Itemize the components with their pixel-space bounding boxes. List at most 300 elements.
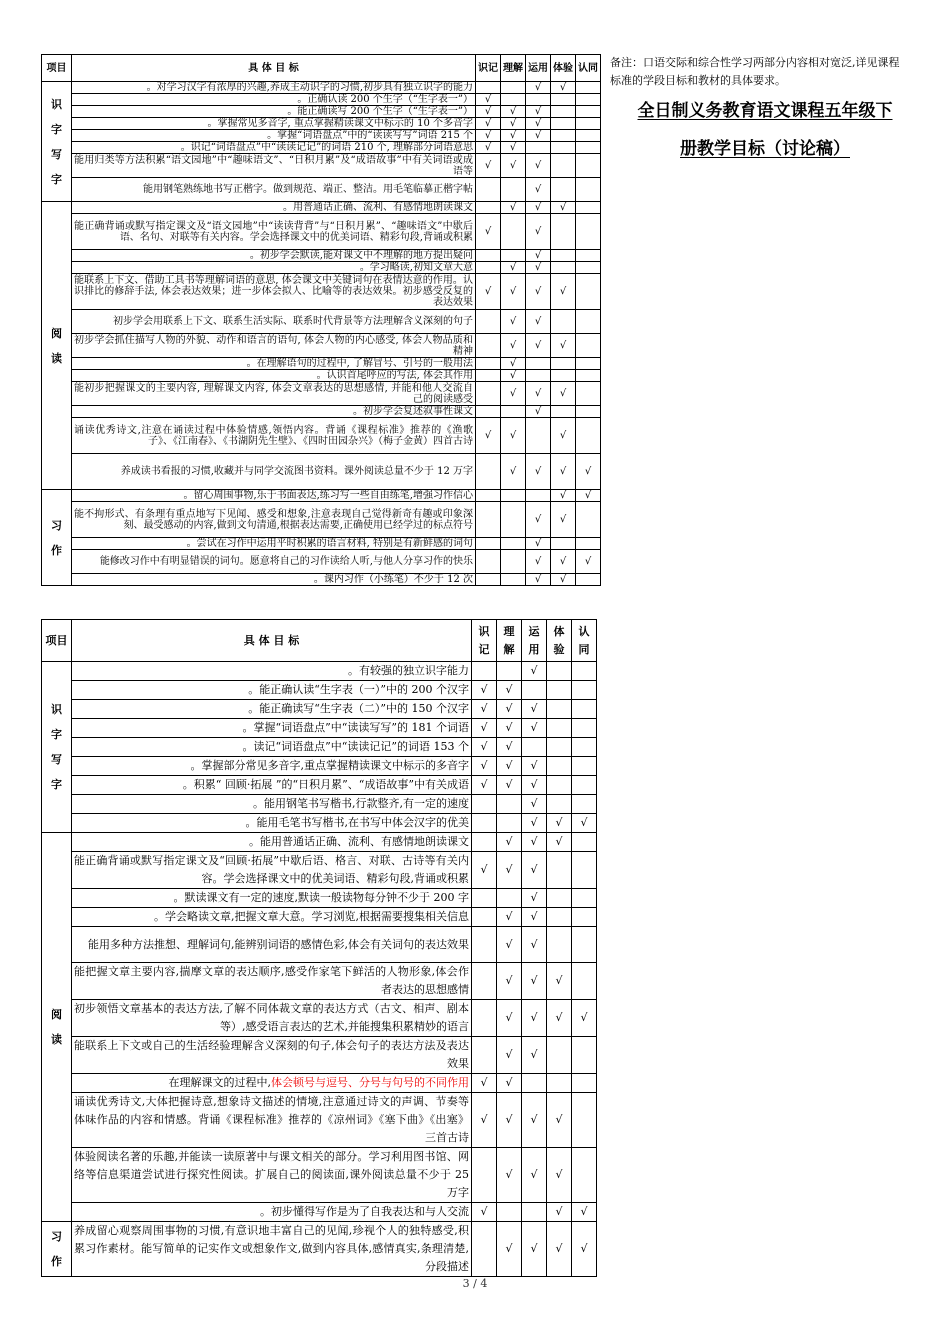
header-c5: 认同	[576, 55, 601, 82]
goal-text: 养成读书看报的习惯,收藏并与同学交流图书资料。课外阅读总量不少于 12 万字	[72, 454, 476, 490]
check-cell-4: √	[551, 202, 576, 214]
side-note: 备注：口语交际和综合性学习两部分内容相对宽泛,详见课程标准的学段目标和教材的具体要求。	[610, 56, 900, 87]
check-cell-1	[476, 454, 501, 490]
check-cell-1	[472, 1148, 497, 1203]
check-cell-4	[547, 738, 572, 757]
check-cell-2: √	[497, 1037, 522, 1074]
check-cell-5	[572, 795, 597, 814]
check-cell-5	[576, 130, 601, 142]
check-cell-1	[476, 358, 501, 370]
goal-text: 。掌握“词语盘点”中的“读读写写”词语 215 个	[72, 130, 476, 142]
check-cell-3: √	[526, 274, 551, 310]
table-row	[42, 118, 601, 130]
category-char: 字	[51, 728, 62, 741]
check-cell-4	[547, 757, 572, 776]
check-cell-4	[551, 310, 576, 334]
check-cell-4: √	[547, 1222, 572, 1277]
check-cell-4: √	[551, 550, 576, 574]
check-cell-1: √	[472, 1203, 497, 1222]
table-row	[42, 490, 601, 502]
goal-text: 。有较强的独立识字能力	[72, 662, 472, 681]
goal-text: 。课内习作（小练笔）不少于 12 次	[72, 574, 476, 586]
check-cell-1	[472, 833, 497, 852]
check-cell-2: √	[497, 1222, 522, 1277]
table-row	[42, 927, 597, 963]
check-cell-3: √	[526, 118, 551, 130]
check-cell-4: √	[547, 1203, 572, 1222]
goal-text: 。读记“词语盘点”中“读读记记”的词语 153 个	[72, 738, 472, 757]
check-cell-3	[526, 94, 551, 106]
table-row	[42, 814, 597, 833]
check-cell-2	[501, 406, 526, 418]
check-cell-5	[576, 358, 601, 370]
check-cell-5	[576, 574, 601, 586]
table-row	[42, 274, 601, 310]
check-cell-3: √	[526, 454, 551, 490]
check-cell-3: √	[522, 814, 547, 833]
header-c3: 运用	[526, 55, 551, 82]
check-cell-3	[526, 418, 551, 454]
check-cell-4	[551, 358, 576, 370]
check-cell-3: √	[522, 1000, 547, 1037]
check-cell-4	[551, 250, 576, 262]
table-row	[42, 1222, 597, 1277]
goal-text: 。用普通话正确、流利、有感情地朗读课文	[72, 202, 476, 214]
goal-text-highlight: 体会顿号与逗号、分号与句号的不同作用	[271, 1076, 469, 1089]
category-char: 读	[51, 351, 62, 365]
goal-text: 诵读优秀诗文,注意在诵读过程中体验情感,领悟内容。背诵《课程标准》推荐的《渔歌子》、《江南春》、《书湖阴先生壁》、《四时田园杂兴》（梅子金黄）四首古诗	[72, 418, 476, 454]
check-cell-1: √	[476, 418, 501, 454]
check-cell-4: √	[547, 814, 572, 833]
check-cell-3: √	[522, 1222, 547, 1277]
check-cell-3: √	[522, 927, 547, 963]
check-cell-1	[472, 1222, 497, 1277]
check-cell-3: √	[522, 662, 547, 681]
check-cell-1: √	[476, 214, 501, 250]
check-cell-3: √	[526, 406, 551, 418]
check-cell-1: √	[476, 94, 501, 106]
table-row	[42, 82, 601, 94]
goal-text: 。学会略读文章,把握文章大意。学习浏览,根据需要搜集相关信息	[72, 908, 472, 927]
category-char: 写	[51, 753, 62, 766]
check-cell-1: √	[472, 719, 497, 738]
check-cell-4	[551, 142, 576, 154]
category-char: 习	[51, 518, 62, 532]
check-cell-3: √	[522, 833, 547, 852]
check-cell-1	[476, 250, 501, 262]
check-cell-1	[476, 550, 501, 574]
check-cell-5	[576, 334, 601, 358]
check-cell-2	[501, 178, 526, 202]
check-cell-2: √	[501, 154, 526, 178]
check-cell-2: √	[501, 142, 526, 154]
check-cell-5: √	[572, 1000, 597, 1037]
check-cell-5	[576, 310, 601, 334]
check-cell-2	[501, 550, 526, 574]
check-cell-2	[501, 538, 526, 550]
category-char: 识	[51, 97, 62, 111]
check-cell-3: √	[522, 852, 547, 889]
check-cell-2: √	[501, 418, 526, 454]
section-category	[42, 490, 72, 586]
check-cell-2: √	[501, 202, 526, 214]
goal-text: 。正确认读 200 个生字（“生字表一”）	[72, 94, 476, 106]
check-cell-5	[572, 681, 597, 700]
check-cell-5	[576, 250, 601, 262]
check-cell-1	[472, 1037, 497, 1074]
check-cell-1	[472, 889, 497, 908]
table-row	[42, 550, 601, 574]
check-cell-1	[476, 406, 501, 418]
check-cell-2: √	[497, 719, 522, 738]
category-char: 作	[51, 1255, 62, 1268]
table-row	[42, 1074, 597, 1093]
check-cell-3	[526, 490, 551, 502]
check-cell-4: √	[551, 490, 576, 502]
check-cell-5: √	[576, 454, 601, 490]
goal-text: 。认识首尾呼应的写法, 体会其作用	[72, 370, 476, 382]
table-row	[42, 700, 597, 719]
goal-text: 能修改习作中有明显错误的词句。愿意将自己的习作读给人听,与他人分享习作的快乐	[72, 550, 476, 574]
category-char: 阅	[51, 1008, 62, 1021]
check-cell-4: √	[551, 334, 576, 358]
check-cell-2: √	[501, 370, 526, 382]
check-cell-5: √	[572, 1203, 597, 1222]
goal-text: 初步领悟文章基本的表达方法,了解不同体裁文章的表达方式（古文、相声、剧本等）,感受语言表达的艺术,并能搜集积累精妙的语言	[72, 1000, 472, 1037]
goal-text: 能正确背诵或默写指定课文及“语文园地”中“读读背背”与“日积月累”、“趣味语文”中歇后语、名句、对联等有关内容。学会选择课文中的优美词语、精彩句段,背诵或积累	[72, 214, 476, 250]
table-row	[42, 502, 601, 538]
goal-text: 。掌握部分常见多音字,重点掌握精读课文中标示的多音字	[72, 757, 472, 776]
check-cell-3: √	[526, 130, 551, 142]
check-cell-5	[572, 757, 597, 776]
goal-text: 。能正确读写 200 个生字（“生字表一”）	[72, 106, 476, 118]
category-char: 写	[51, 147, 62, 161]
check-cell-3: √	[522, 719, 547, 738]
check-cell-5	[576, 406, 601, 418]
check-cell-2: √	[497, 776, 522, 795]
check-cell-2: √	[501, 358, 526, 370]
check-cell-3	[522, 681, 547, 700]
check-cell-2: √	[501, 382, 526, 406]
table-row	[42, 963, 597, 1000]
goal-text: 。在理解语句的过程中, 了解冒号、引号的一般用法	[72, 358, 476, 370]
check-cell-1: √	[472, 700, 497, 719]
check-cell-3: √	[526, 82, 551, 94]
goal-text: 能把握文章主要内容,揣摩文章的表达顺序,感受作家笔下鲜活的人物形象,体会作者表达的思想感情	[72, 963, 472, 1000]
goal-text: 能初步把握课文的主要内容, 理解课文内容, 体会文章表达的思想感情, 并能和他人交流自己的阅读感受	[72, 382, 476, 406]
check-cell-4: √	[551, 274, 576, 310]
check-cell-1: √	[476, 154, 501, 178]
check-cell-4: √	[551, 454, 576, 490]
goal-text: 能用钢笔熟练地书写正楷字。做到规范、端正、整洁。用毛笔临摹正楷字帖	[72, 178, 476, 202]
check-cell-1: √	[476, 106, 501, 118]
category-char: 习	[51, 1230, 62, 1243]
section-category	[42, 1222, 72, 1277]
goal-text: 。积累“ 回顾·拓展 ”的“日积月累”、“成语故事”中有关成语	[72, 776, 472, 795]
check-cell-4: √	[551, 382, 576, 406]
goal-text: 。能用普通话正确、流利、有感情地朗读课文	[72, 833, 472, 852]
check-cell-4: √	[551, 82, 576, 94]
check-cell-3: √	[522, 1148, 547, 1203]
check-cell-1	[472, 908, 497, 927]
goal-text: 。留心周围事物,乐于书面表达,练习写一些自由练笔,增强习作信心	[72, 490, 476, 502]
check-cell-1	[476, 574, 501, 586]
check-cell-2: √	[501, 106, 526, 118]
check-cell-3: √	[526, 574, 551, 586]
check-cell-3	[526, 358, 551, 370]
check-cell-4	[551, 154, 576, 178]
check-cell-5	[576, 418, 601, 454]
check-cell-2	[497, 1203, 522, 1222]
check-cell-5: √	[576, 550, 601, 574]
table-row	[42, 681, 597, 700]
check-cell-2	[501, 94, 526, 106]
check-cell-1	[476, 370, 501, 382]
table-row	[42, 662, 597, 681]
check-cell-5	[576, 142, 601, 154]
check-cell-5	[572, 1074, 597, 1093]
header-goal: 具 体 目 标	[72, 55, 476, 82]
header-row	[42, 620, 597, 662]
check-cell-2: √	[501, 130, 526, 142]
objectives-table-2	[41, 619, 597, 1277]
check-cell-5	[576, 118, 601, 130]
header-row	[42, 55, 601, 82]
table-row	[42, 358, 601, 370]
check-cell-4	[547, 776, 572, 795]
check-cell-3: √	[526, 382, 551, 406]
table-row	[42, 94, 601, 106]
category-char: 作	[51, 543, 62, 557]
check-cell-1	[472, 927, 497, 963]
table-row	[42, 1037, 597, 1074]
category-char: 字	[51, 172, 62, 186]
check-cell-5	[572, 963, 597, 1000]
check-cell-4	[551, 214, 576, 250]
check-cell-3	[522, 1074, 547, 1093]
table-row	[42, 1093, 597, 1148]
check-cell-3: √	[522, 889, 547, 908]
check-cell-1	[472, 1000, 497, 1037]
check-cell-3: √	[526, 502, 551, 538]
check-cell-5	[576, 214, 601, 250]
check-cell-3: √	[526, 154, 551, 178]
check-cell-4	[547, 795, 572, 814]
check-cell-3: √	[522, 757, 547, 776]
check-cell-3: √	[526, 106, 551, 118]
table-row	[42, 833, 597, 852]
check-cell-5	[572, 927, 597, 963]
check-cell-4: √	[547, 833, 572, 852]
check-cell-5	[572, 889, 597, 908]
check-cell-4: √	[551, 574, 576, 586]
table-row	[42, 130, 601, 142]
table-row	[42, 406, 601, 418]
goal-text: 诵读优秀诗文,大体把握诗意,想象诗文描述的情境,注意通过诗文的声调、节奏等体味作品的内容和情感。背诵《课程标准》推荐的《凉州词》《塞下曲》《出塞》三首古诗	[72, 1093, 472, 1148]
page-number: 3 / 4	[462, 1277, 488, 1290]
check-cell-5	[572, 1148, 597, 1203]
check-cell-2	[501, 502, 526, 538]
check-cell-1	[476, 310, 501, 334]
check-cell-3: √	[526, 550, 551, 574]
check-cell-4: √	[551, 418, 576, 454]
check-cell-1: √	[476, 118, 501, 130]
goal-text: 能用归类等方法积累“语文园地”中“趣味语文”、“日积月累”及“成语故事”中有关词语或成语等	[72, 154, 476, 178]
title-line-1: 全日制义务教育语文课程五年级下	[637, 101, 893, 121]
table-row	[42, 889, 597, 908]
check-cell-4	[551, 370, 576, 382]
check-cell-5	[576, 94, 601, 106]
check-cell-4	[547, 700, 572, 719]
check-cell-2: √	[497, 1148, 522, 1203]
check-cell-2: √	[497, 833, 522, 852]
table-row	[42, 310, 601, 334]
check-cell-5	[572, 1037, 597, 1074]
goal-text: 能联系上下文或自己的生活经验理解含义深刻的句子,体会句子的表达方法及表达效果	[72, 1037, 472, 1074]
table-row	[42, 852, 597, 889]
check-cell-5	[576, 82, 601, 94]
check-cell-3: √	[526, 538, 551, 550]
check-cell-2: √	[501, 274, 526, 310]
check-cell-1	[476, 178, 501, 202]
check-cell-4: √	[547, 1000, 572, 1037]
table-row	[42, 202, 601, 214]
table-row	[42, 908, 597, 927]
check-cell-2: √	[497, 738, 522, 757]
check-cell-1: √	[472, 1074, 497, 1093]
check-cell-4: √	[547, 963, 572, 1000]
check-cell-4	[547, 1074, 572, 1093]
check-cell-5	[576, 262, 601, 274]
check-cell-2: √	[497, 1074, 522, 1093]
check-cell-5	[572, 662, 597, 681]
check-cell-5	[572, 1093, 597, 1148]
header-c5: 认同	[572, 620, 597, 662]
check-cell-4	[551, 262, 576, 274]
check-cell-2: √	[497, 1093, 522, 1148]
goal-text: 体验阅读名著的乐趣,并能读一读原著中与课文相关的部分。学习利用图书馆、网络等信息渠道尝试进行探究性阅读。扩展自己的阅读面,课外阅读总量不少于 25 万字	[72, 1148, 472, 1203]
category-char: 字	[51, 122, 62, 136]
goal-text: 能联系上下文、借助工具书等理解词语的意思, 体会课文中关键词句在表情达意的作用。认识排比的修辞手法, 体会表达效果；进一步体会拟人、比喻等的表达效果。初步感受反复的表达效果	[72, 274, 476, 310]
check-cell-2	[497, 814, 522, 833]
table-row	[42, 454, 601, 490]
section-category	[42, 82, 72, 202]
check-cell-3	[526, 370, 551, 382]
check-cell-3: √	[526, 250, 551, 262]
check-cell-5: √	[572, 814, 597, 833]
header-c3: 运用	[522, 620, 547, 662]
goal-text: 。识记“词语盘点”中“读读记记”的词语 210 个, 理解部分词语意思	[72, 142, 476, 154]
category-char: 识	[51, 703, 62, 716]
check-cell-3: √	[526, 334, 551, 358]
check-cell-5	[572, 852, 597, 889]
check-cell-4	[547, 927, 572, 963]
check-cell-5	[572, 833, 597, 852]
table-row	[42, 154, 601, 178]
check-cell-3: √	[526, 262, 551, 274]
check-cell-1	[476, 82, 501, 94]
check-cell-3: √	[526, 214, 551, 250]
table-row	[42, 106, 601, 118]
section-category	[42, 662, 72, 833]
check-cell-2	[497, 662, 522, 681]
goal-text: 。掌握“词语盘点”中“读读写写”的 181 个词语	[72, 719, 472, 738]
check-cell-4: √	[551, 502, 576, 538]
check-cell-1: √	[472, 681, 497, 700]
category-char: 阅	[51, 326, 62, 340]
check-cell-5	[576, 370, 601, 382]
objectives-table-1	[41, 54, 601, 586]
check-cell-5	[576, 106, 601, 118]
check-cell-2: √	[497, 927, 522, 963]
check-cell-5	[576, 202, 601, 214]
goal-text: 养成留心观察周围事物的习惯,有意识地丰富自己的见闻,珍视个人的独特感受,积累习作素材。能写简单的记实作文或想象作文,做到内容具体,感情真实,条理清楚,分段描述	[72, 1222, 472, 1277]
check-cell-1	[476, 202, 501, 214]
check-cell-2	[497, 795, 522, 814]
check-cell-1	[476, 502, 501, 538]
check-cell-2: √	[501, 334, 526, 358]
check-cell-2: √	[497, 908, 522, 927]
goal-text: 。能正确认读“生字表（一）”中的 200 个汉字	[72, 681, 472, 700]
table-row	[42, 334, 601, 358]
check-cell-1: √	[476, 274, 501, 310]
goal-text: 初步学会用联系上下文、联系生活实际、联系时代背景等方法理解含义深刻的句子	[72, 310, 476, 334]
table-row	[42, 719, 597, 738]
check-cell-5	[576, 538, 601, 550]
header-c2: 理解	[497, 620, 522, 662]
check-cell-5: √	[572, 1222, 597, 1277]
goal-text: 。初步学会复述叙事性课文	[72, 406, 476, 418]
check-cell-5	[576, 382, 601, 406]
check-cell-3: √	[526, 310, 551, 334]
header-category: 项目	[42, 620, 72, 662]
check-cell-1	[472, 963, 497, 1000]
header-category: 项目	[42, 55, 72, 82]
check-cell-1	[476, 334, 501, 358]
check-cell-1: √	[476, 130, 501, 142]
check-cell-2	[501, 574, 526, 586]
check-cell-2: √	[497, 963, 522, 1000]
table-row	[42, 795, 597, 814]
check-cell-5	[576, 178, 601, 202]
check-cell-1	[476, 490, 501, 502]
table-row	[42, 250, 601, 262]
check-cell-3	[526, 142, 551, 154]
header-c4: 体验	[547, 620, 572, 662]
check-cell-1: √	[472, 757, 497, 776]
table-row	[42, 142, 601, 154]
goal-text: 。掌握常见多音字, 重点掌握精读课文中标示的 10 个多音字	[72, 118, 476, 130]
check-cell-1: √	[472, 738, 497, 757]
check-cell-4	[551, 130, 576, 142]
check-cell-4	[551, 94, 576, 106]
check-cell-2: √	[501, 310, 526, 334]
check-cell-5	[572, 700, 597, 719]
goal-text: 。尝试在习作中运用平时积累的语言材料, 特别是有新鲜感的词句	[72, 538, 476, 550]
check-cell-1	[476, 382, 501, 406]
check-cell-5: √	[576, 490, 601, 502]
check-cell-5	[576, 274, 601, 310]
table-row	[42, 776, 597, 795]
goal-text: 初步学会抓住描写人物的外貌、动作和语言的语句, 体会人物的内心感受, 体会人物品质和精神	[72, 334, 476, 358]
goal-text: 。初步学会默读,能对课文中不理解的地方提出疑问	[72, 250, 476, 262]
check-cell-3	[522, 1203, 547, 1222]
table-row	[42, 1148, 597, 1203]
category-char: 读	[51, 1033, 62, 1046]
check-cell-4	[551, 106, 576, 118]
table-row	[42, 757, 597, 776]
check-cell-5	[572, 776, 597, 795]
